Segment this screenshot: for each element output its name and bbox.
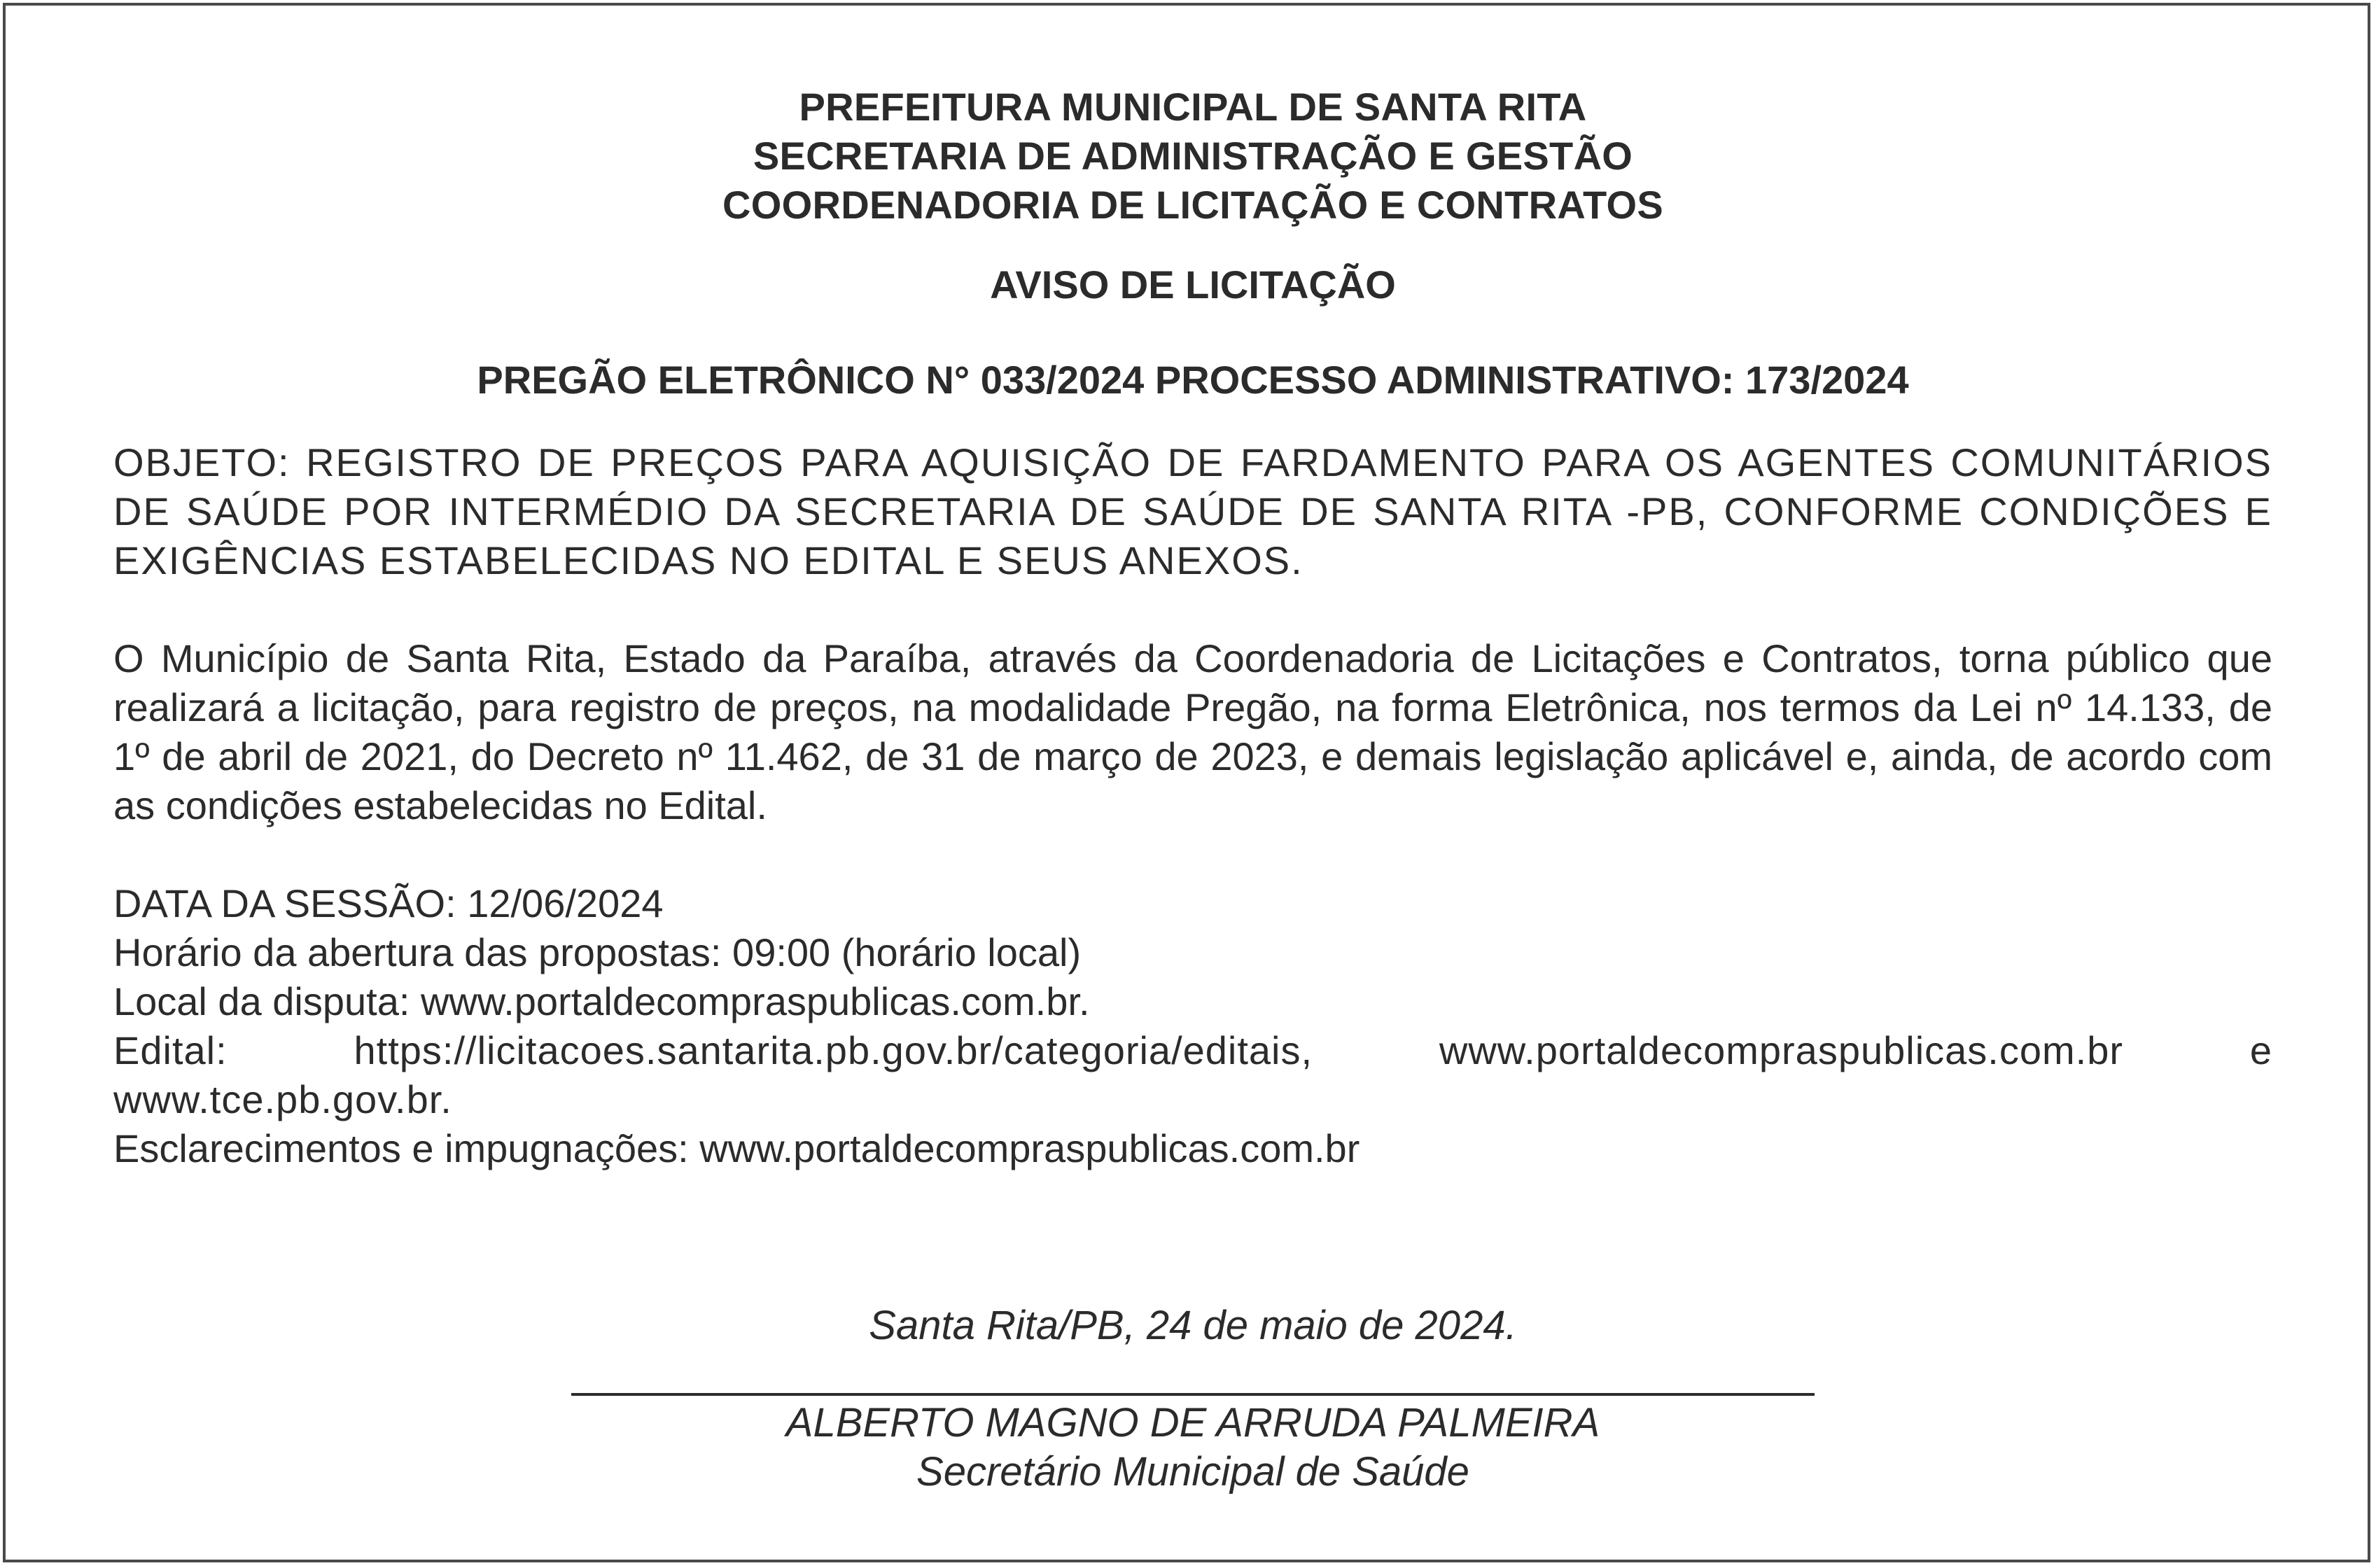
notice-content xyxy=(113,83,2272,1494)
header-municipality: PREFEITURA MUNICIPAL DE SANTA RITA xyxy=(799,85,1587,129)
header-coordination: COORDENADORIA DE LICITAÇÃO E CONTRATOS xyxy=(722,183,1663,227)
header-secretariat: SECRETARIA DE ADMINISTRAÇÃO E GESTÃO xyxy=(753,134,1633,178)
process-title: PREGÃO ELETRÔNICO N° 033/2024 PROCESSO ADMINISTRATIVO: 173/2024 xyxy=(477,358,1909,402)
place-date: Santa Rita/PB, 24 de maio de 2024. xyxy=(869,1303,1517,1348)
opening-time: Horário da abertura das propostas: 09:00 (horário local) xyxy=(113,930,1082,974)
session-date: DATA DA SESSÃO: 12/06/2024 xyxy=(113,881,664,925)
signature-block xyxy=(113,1301,2272,1497)
objeto-paragraph: OBJETO: REGISTRO DE PREÇOS PARA AQUISIÇÃO DE FARDAMENTO PARA OS AGENTES COMUNITÁRIOS DE SAÚDE POR INTERMÉDIO DA SECRETARIA DE SAÚDE DE SANTA RITA -PB, CONFORME CONDIÇÕES E EXIGÊNCIAS ESTABELECIDAS NO EDITAL E SEUS ANEXOS. xyxy=(113,440,2272,582)
signatory-role: Secretário Municipal de Saúde xyxy=(916,1449,1469,1494)
notice-title: AVISO DE LICITAÇÃO xyxy=(990,262,1396,307)
dispute-location: Local da disputa: www.portaldecompraspublicas.com.br. xyxy=(113,979,1090,1023)
body-paragraph: O Município de Santa Rita, Estado da Paraíba, através da Coordenadoria de Licitações e Contratos, torna público que realizará a licitação, para registro de preços, na modalidade Pregão, na forma Eletrônica, nos termos da Lei nº 14.133, de 1º de abril de 2021, do Decreto nº 11.462, de 31 de março de 2023, e demais legislação aplicável e, ainda, de acordo com as condições estabelecidas no Edital. xyxy=(113,636,2272,827)
notice-frame xyxy=(3,3,2370,1562)
signature-line xyxy=(571,1393,1815,1396)
edital-links: Edital: https://licitacoes.santarita.pb.gov.br/categoria/editais, www.portaldecompraspublicas.com.br e www.tce.pb.gov.br. xyxy=(113,1028,2272,1121)
clarifications: Esclarecimentos e impugnações: www.portaldecompraspublicas.com.br xyxy=(113,1126,1360,1170)
signatory-name: ALBERTO MAGNO DE ARRUDA PALMEIRA xyxy=(785,1400,1600,1446)
